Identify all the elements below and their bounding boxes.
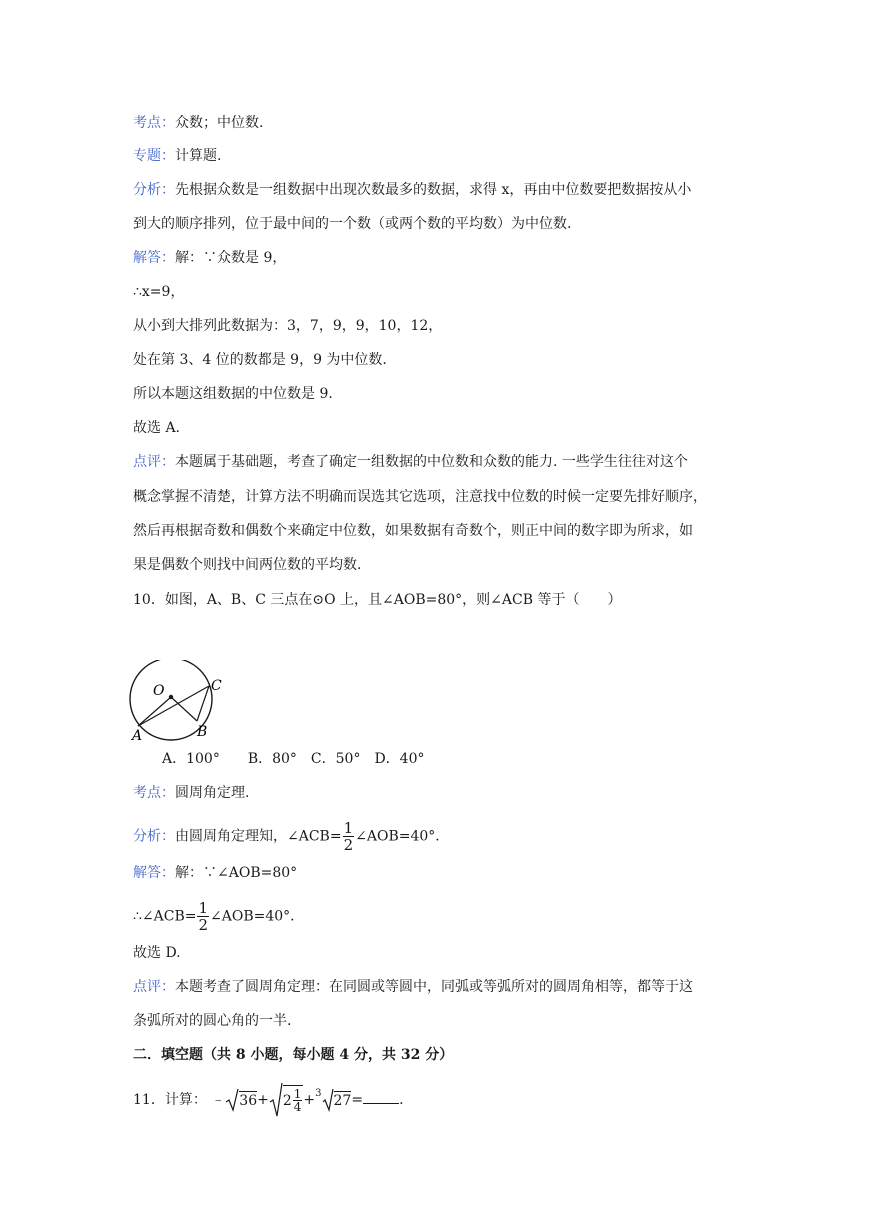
q9-fenxi-line1	[133, 180, 691, 200]
q11-minus: ﹣	[211, 1092, 226, 1108]
q9-jieda-line3: 从小到大排列此数据为：3，7，9，9，10，12，	[133, 318, 443, 334]
sqrt-sign-icon	[225, 1088, 239, 1112]
jieda-text-1: 解：∵∠AOB=80°	[175, 865, 298, 881]
q9-jieda-line2: ∴x=9，	[133, 284, 185, 300]
dianping-tag: 点评：	[133, 979, 175, 995]
jieda-tag: 解答：	[133, 865, 175, 881]
q10-fenxi-line	[133, 820, 449, 853]
label-a: A	[132, 728, 143, 742]
fenxi-tag: 分析：	[133, 828, 175, 845]
q10-dianping-line1	[133, 977, 693, 997]
answer-blank	[363, 1089, 399, 1104]
q9-jieda-line5: 所以本题这组数据的中位数是 9.	[133, 386, 333, 402]
kaodian-tag: 考点：	[133, 785, 175, 801]
cube-root-index: 3	[315, 1088, 322, 1099]
q11-plus-2: +	[303, 1092, 316, 1108]
q11-end: .	[399, 1092, 404, 1108]
section-heading: 二．填空题（共 8 小题，每小题 4 分，共 32 分）	[133, 1047, 454, 1063]
fraction-half	[197, 900, 209, 933]
label-o: O	[153, 683, 165, 699]
q10-options: A．100° B．80° C．50° D．40°	[162, 751, 425, 767]
q11-equals: =	[351, 1092, 364, 1108]
jieda-pre: ∴∠ACB=	[133, 908, 197, 925]
fraction-numerator: 1	[343, 819, 354, 837]
dianping-text-1: 本题考查了圆周角定理：在同圆或等圆中，同弧或等弧所对的圆周角相等，都等于这	[175, 979, 693, 995]
fenxi-text-1: 先根据众数是一组数据中出现次数最多的数据，求得 x，再由中位数要把数据按从小	[175, 182, 692, 198]
q9-dianping-line2: 概念掌握不清楚，计算方法不明确而误选其它选项，注意找中位数的时候一定要先排好顺序，	[133, 489, 707, 505]
jieda-tag: 解答：	[133, 250, 175, 266]
dianping-tag: 点评：	[133, 454, 175, 470]
q9-dianping-line4: 果是偶数个则找中间两位数的平均数.	[133, 557, 362, 573]
fraction-numerator: 1	[198, 899, 209, 917]
fraction-denominator: 4	[293, 1100, 302, 1114]
segment-oa	[138, 697, 171, 726]
q11-plus-1: +	[257, 1092, 269, 1108]
fenxi-pre: 由圆周角定理知，∠ACB=	[175, 828, 342, 845]
kaodian-text: 众数；中位数.	[175, 115, 264, 131]
q10-jieda-line1	[133, 863, 297, 883]
q10-dianping-line2: 条弧所对的圆心角的一半.	[133, 1013, 292, 1029]
fraction-numerator: 1	[293, 1087, 302, 1101]
sqrt-sign-icon	[269, 1082, 283, 1118]
jieda-text-1: 解：∵众数是 9，	[175, 250, 287, 266]
kaodian-tag: 考点：	[133, 115, 175, 131]
cube-root-sign-icon	[322, 1088, 334, 1112]
label-b: B	[197, 724, 208, 740]
zhuanti-text: 计算题.	[175, 148, 222, 164]
q10-jieda-line2	[133, 900, 304, 933]
q9-dianping-line3: 然后再根据奇数和偶数个来确定中位数，如果数据有奇数个，则正中间的数字即为所求，如	[133, 523, 693, 539]
dianping-text-1: 本题属于基础题，考查了确定一组数据的中位数和众数的能力. 一些学生往往对这个	[175, 454, 688, 470]
q9-fenxi-line2: 到大的顺序排列，位于最中间的一个数（或两个数的平均数）为中位数.	[133, 216, 572, 232]
radicand-mixed-number	[283, 1085, 304, 1116]
fenxi-post: ∠AOB=40°．	[355, 828, 450, 845]
q10-kaodian-line	[133, 783, 249, 803]
q9-dianping-line1	[133, 452, 688, 472]
radicand-27: 27	[333, 1092, 352, 1109]
q9-jieda-line1	[133, 248, 286, 268]
fraction-quarter	[293, 1088, 303, 1113]
q9-jieda-line4: 处在第 3、4 位的数都是 9，9 为中位数.	[133, 352, 387, 368]
label-c: C	[211, 678, 222, 694]
kaodian-text: 圆周角定理.	[175, 785, 250, 801]
radicand-36: 36	[239, 1092, 258, 1109]
q10-jieda-line3: 故选 D.	[133, 945, 181, 961]
q11-line	[133, 1076, 404, 1118]
fraction-half	[343, 820, 355, 853]
q9-kaodian-line	[133, 113, 263, 133]
center-point	[169, 695, 173, 699]
fraction-denominator: 2	[343, 836, 354, 854]
fraction-denominator: 2	[198, 916, 209, 934]
zhuanti-tag: 专题：	[133, 148, 175, 164]
mixed-whole: 2	[282, 1092, 292, 1109]
q9-zhuanti-line	[133, 146, 221, 166]
jieda-post: ∠AOB=40°．	[210, 908, 305, 925]
circle-figure	[126, 660, 226, 742]
segment-ac	[138, 686, 209, 726]
q10-stem: 10．如图，A、B、C 三点在⊙O 上，且∠AOB=80°，则∠ACB 等于（ ）	[133, 592, 622, 608]
q11-prefix: 11．计算：	[133, 1092, 207, 1108]
fenxi-tag: 分析：	[133, 182, 175, 198]
q9-jieda-line6: 故选 A.	[133, 420, 181, 436]
